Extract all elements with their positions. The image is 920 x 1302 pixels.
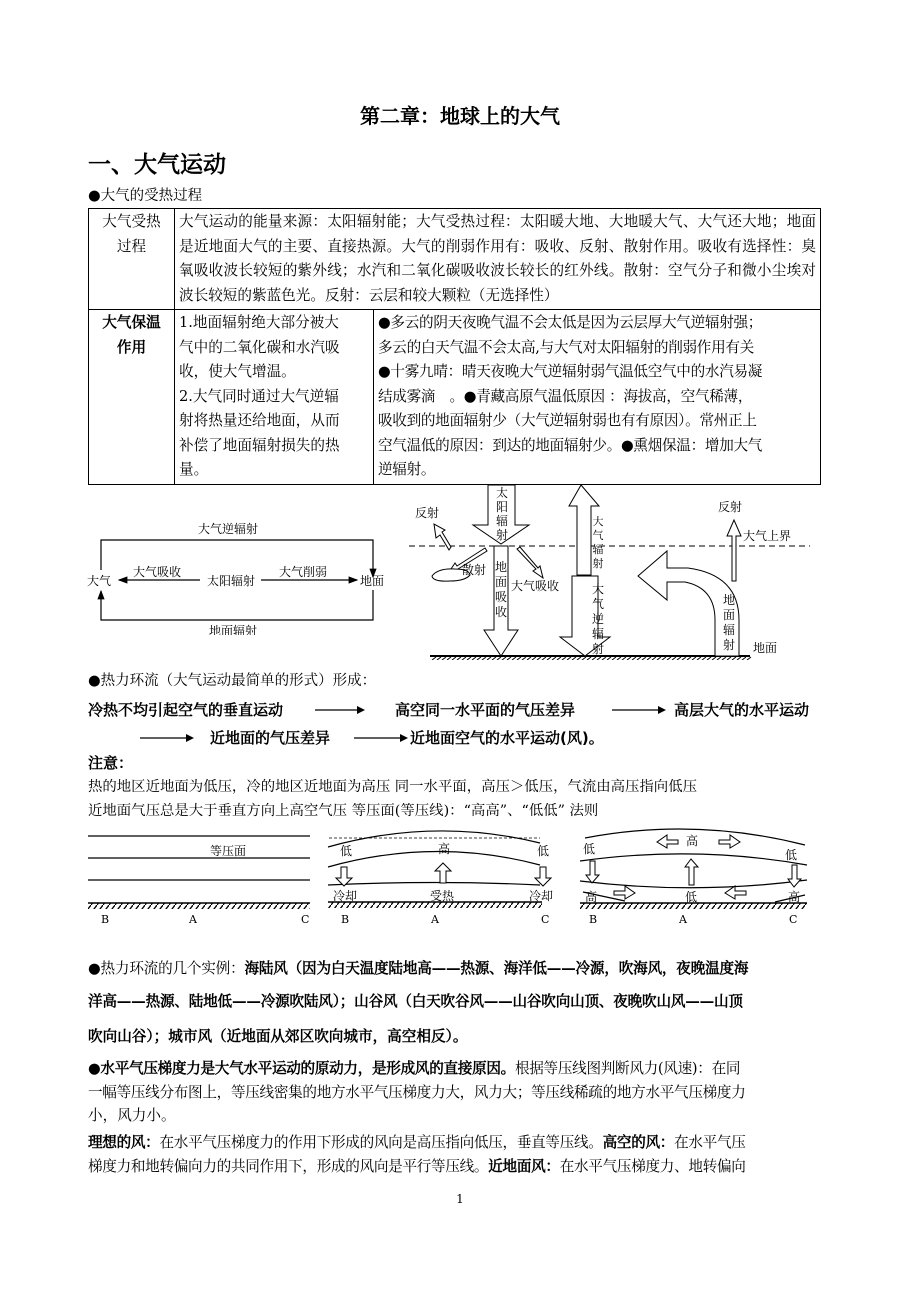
- section-heading: 一、大气运动: [88, 152, 226, 178]
- flow-arrow-icon: [354, 731, 408, 745]
- hatch-mark: [527, 657, 531, 660]
- label-scatter: 散射: [462, 563, 487, 577]
- hatch-mark: [582, 657, 586, 660]
- hatch-mark: [467, 657, 471, 660]
- cell-line: 射将热量还给地面，从而: [179, 412, 340, 429]
- page-number: 1: [456, 1192, 464, 1206]
- heat-process-bullet: ●大气的受热过程: [88, 188, 203, 204]
- hatch-mark: [607, 657, 611, 660]
- label-atm-radiation-vertical: 大气辐射: [592, 515, 604, 570]
- hatch-mark: [517, 657, 521, 660]
- label-isobar: 等压面: [210, 844, 247, 858]
- hatch-mark: [462, 657, 466, 660]
- cell-line: 气中的二氧化碳和水汽吸: [179, 338, 340, 356]
- label-cool-right: 冷却: [529, 889, 554, 903]
- hatch-mark: [672, 657, 676, 660]
- flow-step-3: 高层大气的水平运动: [674, 701, 810, 719]
- cell-line: 空气温低的原因：到达的地面辐射少。●熏烟保温：增加大气: [378, 436, 763, 454]
- label-reflect-left: 反射: [415, 506, 440, 520]
- label-low-left: 低: [340, 844, 353, 858]
- hatch-mark: [732, 657, 736, 660]
- hatch-mark: [637, 657, 641, 660]
- hatch-mark: [722, 657, 726, 660]
- cell-line: ●十雾九晴：晴天夜晚大气逆辐射弱气温低空气中的水汽易凝: [378, 363, 763, 380]
- hatch-mark: [477, 657, 481, 660]
- point-b: B: [101, 913, 110, 926]
- hatch-mark: [707, 657, 711, 660]
- row-header-heating: [89, 209, 175, 310]
- hatch-mark: [532, 657, 536, 660]
- label-ground-radiation: 地面辐射: [208, 624, 258, 635]
- cell-line: 吸收到的地面辐射少（大气逆辐射弱也有有原因）。常州正上: [378, 412, 757, 429]
- reflect-arrow-right: [727, 520, 741, 581]
- node-ground: 地面: [360, 574, 385, 588]
- table-row: [89, 310, 821, 485]
- upper-wind-text: 在水平气压: [674, 1134, 746, 1151]
- gradient-line: 一幅等压线分布图上，等压线密集的地方水平气压梯度力大，风力大；等压线稀疏的地方水平气压梯度力: [88, 1084, 746, 1101]
- note-line: 近地面气压总是大于垂直方向上高空气压 等压面(等压线)：“高高”、“低低” 法则: [88, 803, 599, 819]
- flow-step-4: 近地面的气压差异: [210, 729, 331, 747]
- hatch-mark: [442, 657, 446, 660]
- hatch-mark: [677, 657, 681, 660]
- label-upper-high: 高: [686, 834, 699, 848]
- hatch-mark: [612, 657, 616, 660]
- hatch-mark: [687, 657, 691, 660]
- energy-balance-diagram: [405, 480, 820, 660]
- hatch-mark: [437, 657, 441, 660]
- row-header-line: 大气受热: [102, 213, 161, 230]
- insulation-mechanism: [175, 310, 374, 485]
- flow-step-2: 高空同一水平面的气压差异: [395, 701, 576, 719]
- ground-radiation-arrow: [101, 590, 373, 620]
- hatch-mark: [647, 657, 651, 660]
- label-upper-low-left: 低: [583, 842, 596, 856]
- hatch-mark: [657, 657, 661, 660]
- label-solar-vertical: 太阳辐射: [495, 486, 508, 542]
- hatch-mark: [577, 657, 581, 660]
- row-header-line: 过程: [116, 237, 147, 255]
- label-lower-high-left: 高: [585, 890, 598, 904]
- label-ground-absorb-vertical: 地面吸收: [494, 560, 507, 619]
- examples-line: [88, 957, 830, 978]
- hatch-mark: [472, 657, 476, 660]
- hatch-mark: [572, 657, 576, 660]
- hatch-mark: [622, 657, 626, 660]
- note-line: 热的地区近地面为低压，冷的地区近地面为高压 同一水平面，高压＞低压，气流由高压指向低压: [88, 779, 697, 795]
- node-solar: 太阳辐射: [206, 574, 256, 588]
- upper-wind-label: 高空的风：: [602, 1134, 675, 1151]
- examples-line: 吹向山谷）；城市风（近地面从郊区吹向城市，高空相反）。: [88, 1028, 468, 1045]
- label-atm-absorb: 大气吸收: [511, 579, 560, 593]
- row-header-line: 大气保温: [102, 314, 161, 331]
- hatch-mark: [702, 657, 706, 660]
- label-ground-radiation-vertical: 地面辐射: [722, 593, 735, 652]
- label-counter-radiation: 大气逆辐射: [197, 522, 259, 536]
- examples-line: 洋高——热源、陆地低——冷源吹陆风）；山谷风（白天吹谷风——山谷吹向山顶、夜晚吹山风——山顶: [88, 993, 743, 1010]
- cell-line: ●多云的阴天夜晚气温不会太低是因为云层厚大气逆辐射强；: [378, 314, 763, 331]
- hatch-mark: [697, 657, 701, 660]
- hatch-mark: [567, 657, 571, 660]
- heating-content: 大气运动的能量来源：太阳辐射能；大气受热过程：太阳暖大地、大地暖大气、大气还大地；地面是近地面大气的主要、直接热源。大气的削弱作用有：吸收、反射、散射作用。吸收有选择性：臭氧吸收波长较短的紫外线；水汽和二氧化碳吸收波长较长的红外线。散射：空气分子和微小尘埃对波长较短的紫蓝色光。反射：云层和较大颗粒（无选择性）: [175, 209, 821, 310]
- ground-hatching: [432, 657, 751, 660]
- cell-line: 1.地面辐射绝大部分被大: [179, 314, 339, 331]
- surface-wind-text: 在水平气压梯度力、地转偏向: [559, 1158, 746, 1175]
- flow-arrow-icon: [612, 703, 666, 717]
- examples-text: 海陆风（因为白天温度陆地高——热源、海洋低——冷源，吹海风，夜晚温度海: [244, 960, 749, 977]
- label-upper-low-right: 低: [785, 848, 798, 862]
- label-high-mid: 高: [438, 842, 451, 856]
- cell-line: 多云的白天气温不会太高,与大气对太阳辐射的削弱作用有关: [378, 338, 754, 356]
- point-a: A: [679, 913, 687, 926]
- hatch-mark: [747, 657, 751, 660]
- hatch-mark: [457, 657, 461, 660]
- cell-line: 收，使大气增温。: [179, 363, 296, 380]
- ideal-wind-text: 在水平气压梯度力的作用下形成的风向是高压指向低压，垂直等压线。: [159, 1134, 603, 1151]
- hatch-mark: [547, 657, 551, 660]
- hatch-mark: [602, 657, 606, 660]
- flow-arrow-icon: [140, 731, 194, 745]
- hatch-mark: [502, 657, 506, 660]
- hatch-mark: [487, 657, 491, 660]
- isobar-panel-1: [88, 836, 310, 926]
- hatch-mark: [592, 657, 596, 660]
- hatch-mark: [742, 657, 746, 660]
- label-absorb: 大气吸收: [132, 565, 182, 579]
- point-b: B: [341, 913, 350, 926]
- insulation-examples: [374, 310, 821, 485]
- isobar-diagrams: [85, 825, 830, 930]
- gradient-normal: 根据等压线图判断风力(风速)：在同: [514, 1060, 741, 1077]
- atm-absorb-arrow: [517, 547, 543, 578]
- point-a: A: [431, 913, 439, 926]
- hatch-mark: [522, 657, 526, 660]
- hatch-mark: [597, 657, 601, 660]
- examples-lead: ●热力环流的几个实例：: [88, 960, 245, 977]
- cell-line: 量。: [179, 461, 209, 478]
- point-c: C: [789, 913, 798, 926]
- hatch-mark: [497, 657, 501, 660]
- hatch-mark: [557, 657, 561, 660]
- row-header-insulation: [89, 310, 175, 485]
- point-a: A: [189, 913, 197, 926]
- note-title: 注意：: [88, 754, 134, 772]
- hatch-mark: [447, 657, 451, 660]
- hatch-mark: [617, 657, 621, 660]
- label-reflect-right: 反射: [718, 500, 743, 514]
- isobar-panel-2: [328, 831, 553, 926]
- row-header-line: 作用: [116, 338, 147, 356]
- hatch-mark: [562, 657, 566, 660]
- winds-line: [88, 1155, 830, 1176]
- label-weaken: 大气削弱: [278, 565, 328, 579]
- hatch-mark: [632, 657, 636, 660]
- document-title: 第二章：地球上的大气: [360, 104, 560, 128]
- ideal-wind-label: 理想的风：: [88, 1134, 160, 1151]
- cell-line: 结成雾滴 。●青藏高原气温低原因 ：海拔高，空气稀薄，: [378, 387, 753, 405]
- cell-line: 逆辐射。: [378, 461, 436, 478]
- hatch-mark: [552, 657, 556, 660]
- hatch-mark: [662, 657, 666, 660]
- hatch-mark: [627, 657, 631, 660]
- flow-step-5: 近地面空气的水平运动(风)。: [410, 729, 604, 747]
- hatch-mark: [482, 657, 486, 660]
- hatch-mark: [692, 657, 696, 660]
- hatch-mark: [727, 657, 731, 660]
- hatch-mark: [712, 657, 716, 660]
- label-lower-low: 低: [685, 890, 698, 904]
- winds-line: [88, 1131, 830, 1152]
- label-cool-left: 冷却: [333, 889, 358, 903]
- thermal-circulation-bullet: ●热力环流（大气运动最简单的形式）形成：: [88, 673, 377, 689]
- radiation-flow-diagram: [85, 505, 395, 635]
- hatch-mark: [507, 657, 511, 660]
- label-heat-mid: 受热: [430, 889, 455, 903]
- point-c: C: [541, 913, 550, 926]
- hatch-mark: [642, 657, 646, 660]
- surface-wind-label: 近地面风：: [488, 1158, 560, 1175]
- hatch-mark: [432, 657, 436, 660]
- hatch-mark: [537, 657, 541, 660]
- hatch-mark: [737, 657, 741, 660]
- hatch-mark: [452, 657, 456, 660]
- flow-step-1: 冷热不均引起空气的垂直运动: [88, 701, 284, 719]
- label-counter-radiation-vertical: 大气逆辐射: [591, 582, 604, 656]
- cell-line: 2.大气同时通过大气逆辐: [179, 387, 339, 405]
- hatch-mark: [717, 657, 721, 660]
- point-c: C: [301, 913, 310, 926]
- cell-line: 补偿了地面辐射损失的热: [179, 436, 340, 454]
- heat-process-table: [88, 208, 821, 485]
- gradient-line: 小，风力小。: [88, 1107, 176, 1124]
- label-atm-top: 大气上界: [743, 529, 792, 543]
- isobar-panel-3: [580, 829, 807, 926]
- hatch-mark: [667, 657, 671, 660]
- hatch-mark: [587, 657, 591, 660]
- hatch-mark: [492, 657, 496, 660]
- flow-arrow-icon: [315, 703, 365, 717]
- upper-wind-text-cont: 梯度力和地转偏向力的共同作用下，形成的风向是平行等压线。: [88, 1158, 489, 1175]
- hatch-mark: [542, 657, 546, 660]
- gradient-bold: ●水平气压梯度力是大气水平运动的原动力，是形成风的直接原因。: [88, 1060, 515, 1077]
- hatch-mark: [512, 657, 516, 660]
- node-atmosphere: 大气: [87, 574, 112, 588]
- table-row: [89, 209, 821, 310]
- point-b: B: [589, 913, 598, 926]
- hatch-mark: [652, 657, 656, 660]
- hatch-mark: [682, 657, 686, 660]
- gradient-line: [88, 1057, 830, 1078]
- label-lower-high-right: 高: [788, 890, 801, 904]
- label-ground: 地面: [753, 641, 778, 655]
- label-low-right: 低: [537, 844, 550, 858]
